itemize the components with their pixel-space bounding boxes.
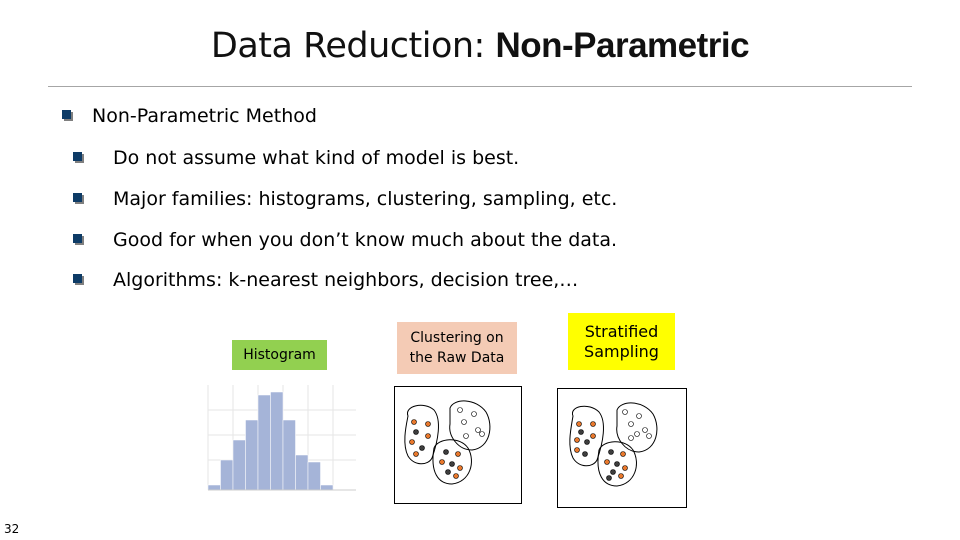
- square-bullet-icon: [73, 274, 84, 285]
- stratified-sampling-figure: [557, 388, 687, 508]
- histogram-bar: [283, 420, 296, 490]
- histogram-bars: [208, 392, 333, 490]
- square-bullet-icon: [73, 193, 84, 204]
- histogram-bar: [246, 420, 259, 490]
- clustering-label: Clustering on the Raw Data: [397, 322, 517, 374]
- histogram-figure: [198, 380, 360, 498]
- histogram-bar: [233, 440, 246, 490]
- slide-title: [0, 26, 960, 66]
- page-number: 32: [4, 522, 20, 536]
- sub-bullet-text: Good for when you don’t know much about the data.: [113, 229, 618, 251]
- histogram-bar: [258, 395, 271, 490]
- title-divider: [48, 86, 912, 87]
- square-bullet-icon: [62, 110, 73, 121]
- sub-bullet-text: Do not assume what kind of model is best.: [113, 147, 520, 169]
- slide-title-bold: Non-Parametric: [495, 26, 750, 65]
- square-bullet-icon: [73, 234, 84, 245]
- histogram-bar: [208, 485, 221, 490]
- histogram-bar: [308, 462, 321, 490]
- sub-bullet-text: Major families: histograms, clustering, sampling, etc.: [113, 188, 618, 210]
- sub-bullet-text: Algorithms: k-nearest neighbors, decision tree,…: [113, 269, 579, 291]
- histogram-bar: [321, 485, 334, 490]
- square-bullet-icon: [73, 152, 84, 163]
- main-bullet-text: Non-Parametric Method: [92, 105, 317, 127]
- clustering-figure: [394, 386, 522, 504]
- slide-title-regular: Data Reduction:: [210, 26, 496, 66]
- stratified-sampling-label: Stratified Sampling: [568, 313, 675, 370]
- histogram-bar: [296, 455, 309, 490]
- histogram-bar: [221, 460, 234, 490]
- histogram-label: Histogram: [232, 340, 327, 370]
- histogram-bar: [271, 392, 284, 490]
